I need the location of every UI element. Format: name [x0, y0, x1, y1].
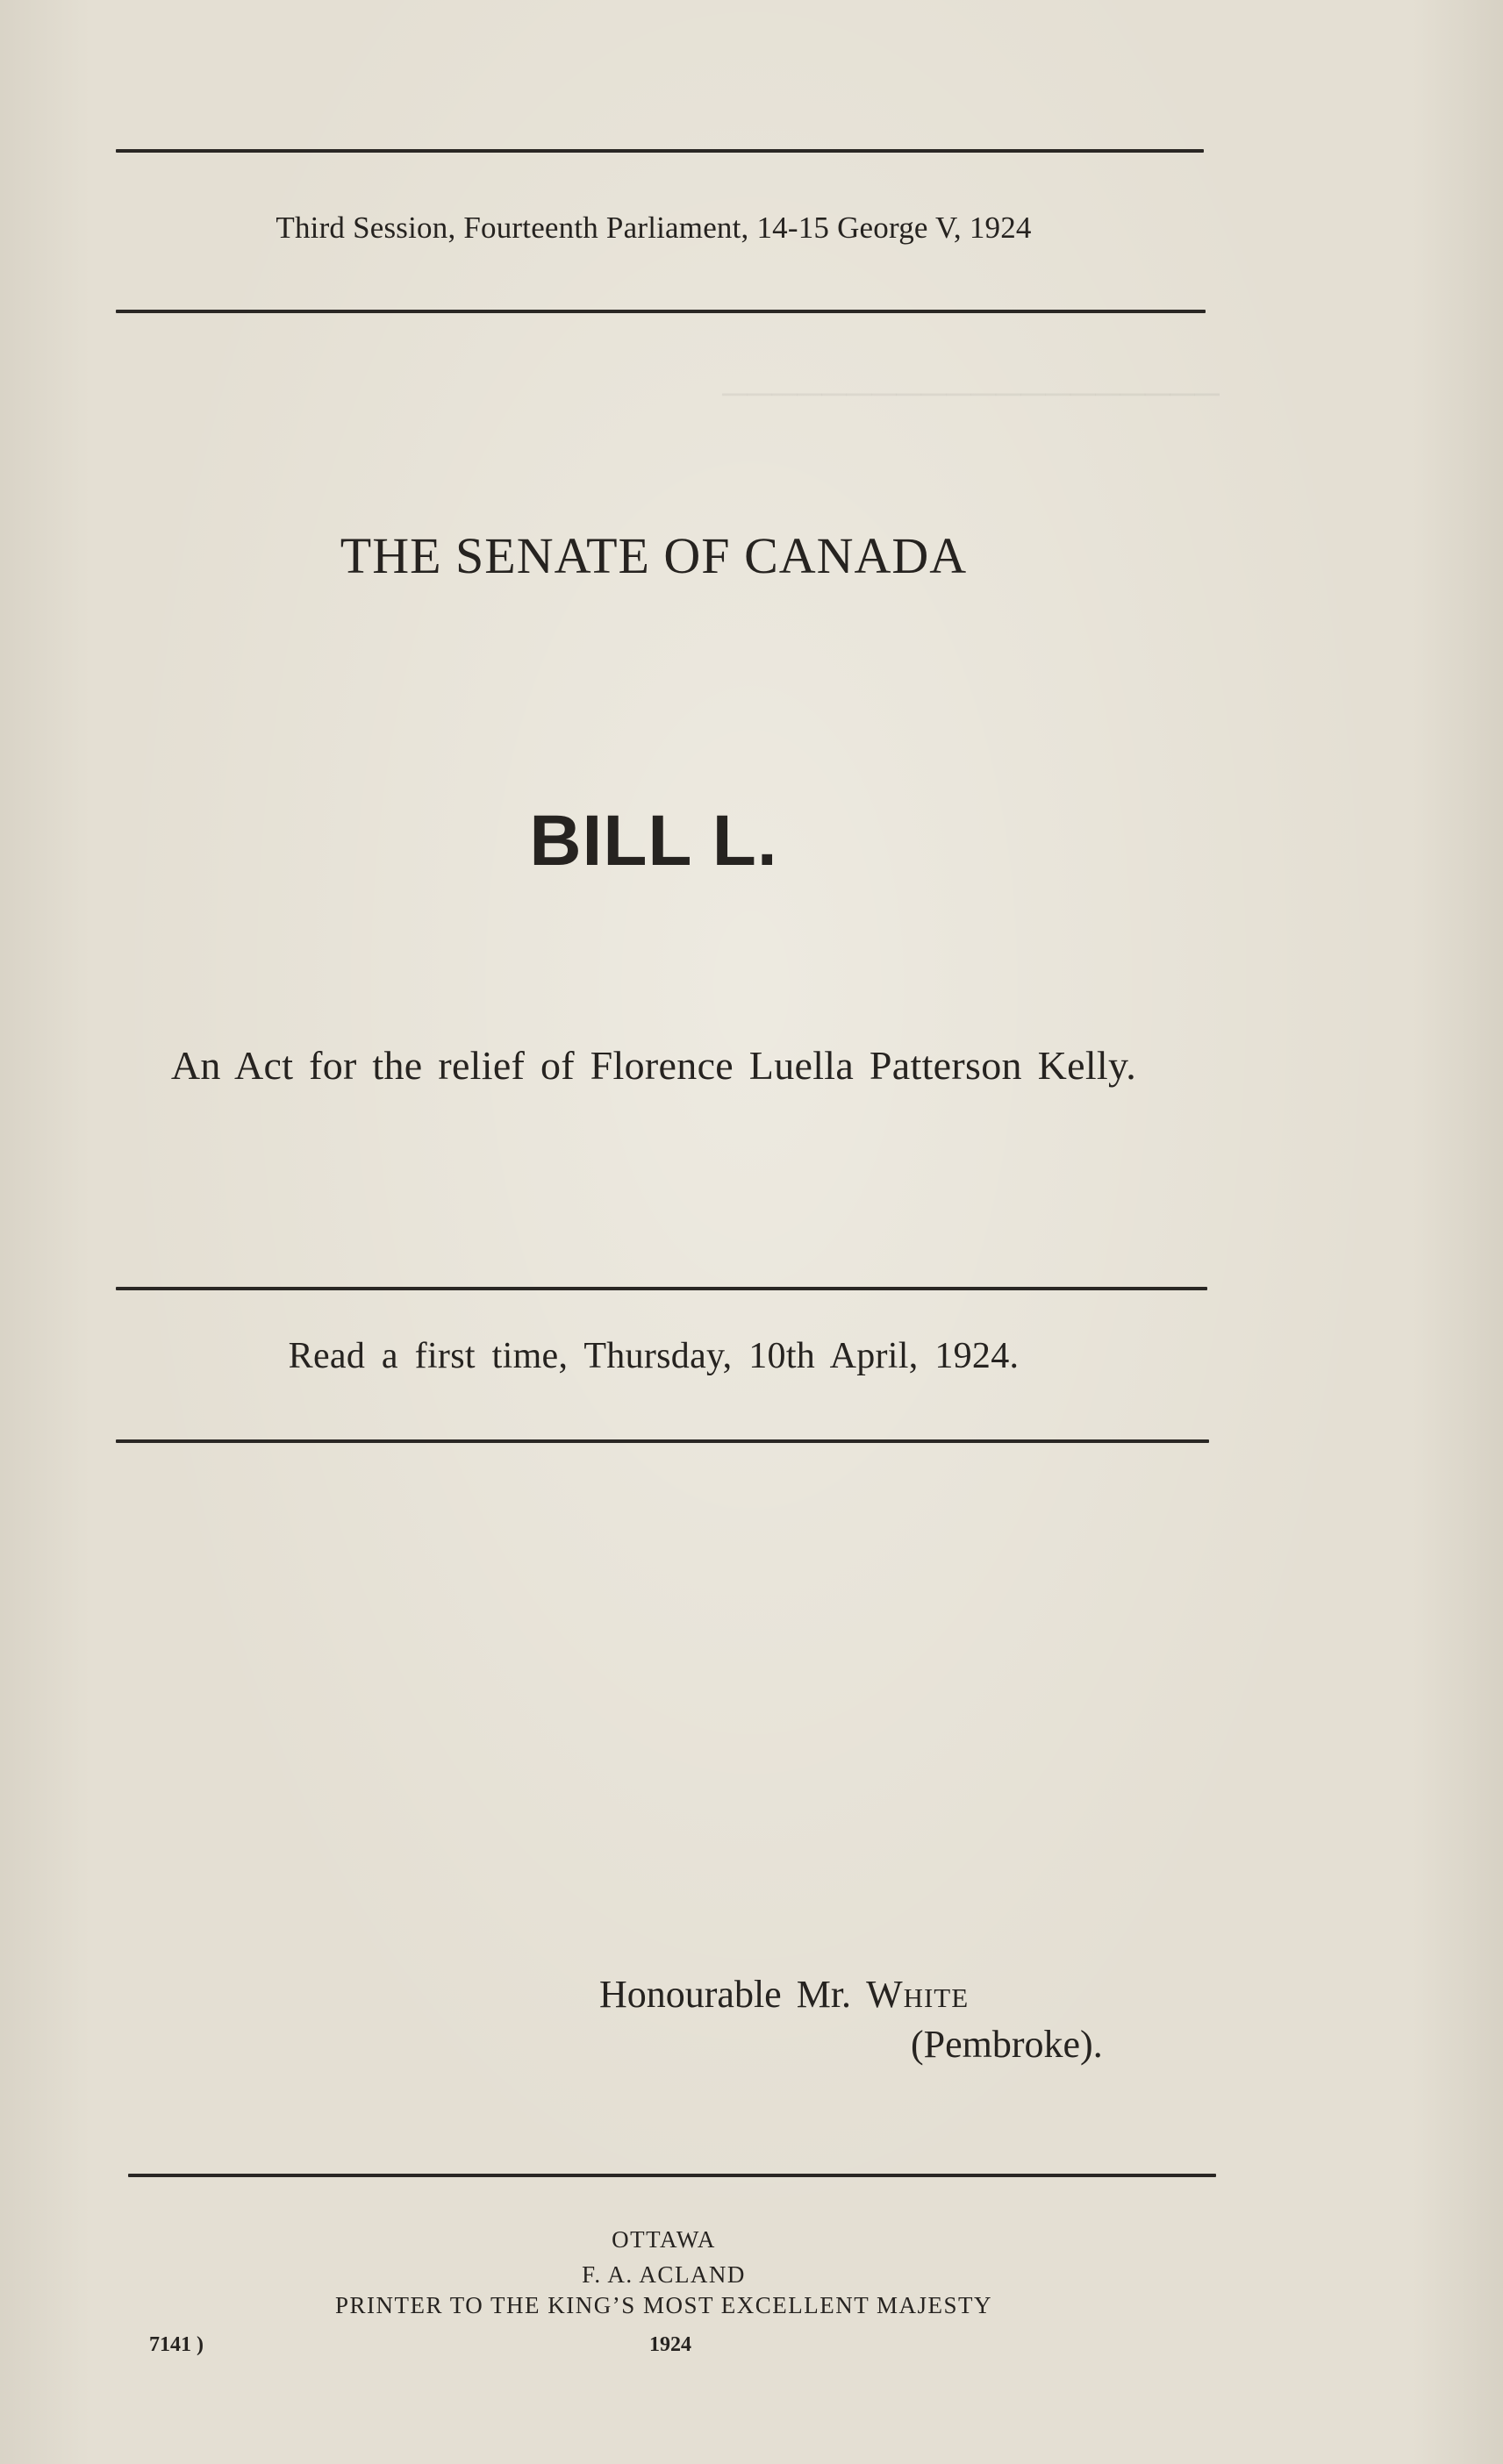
- show-through-texture: ────────────────────: [722, 374, 1220, 413]
- imprint-printer: F. A. ACLAND: [582, 2261, 746, 2288]
- bill-title: An Act for the relief of Florence Luella Patterson Kelly.: [170, 1043, 1137, 1088]
- reading-top-rule: [116, 1287, 1207, 1290]
- sponsor-line: [599, 1972, 969, 2017]
- session-line: Third Session, Fourteenth Parliament, 14-15 George V, 1924: [276, 211, 1032, 245]
- imprint-year: 1924: [649, 2333, 691, 2356]
- sponsor-surname: White: [866, 1973, 970, 2016]
- top-rule: [116, 149, 1204, 153]
- first-reading-line: Read a first time, Thursday, 10th April, 1924.: [288, 1336, 1020, 1376]
- imprint-rule: [128, 2174, 1216, 2177]
- sponsor-riding: (Pembroke).: [911, 2023, 1103, 2066]
- header-bottom-rule: [116, 310, 1206, 313]
- bill-number: BILL L.: [529, 801, 778, 881]
- chamber-heading: THE SENATE OF CANADA: [340, 527, 968, 584]
- print-code: 7141 ): [149, 2333, 204, 2356]
- reading-bottom-rule: [116, 1439, 1209, 1443]
- imprint-printer-title: PRINTER TO THE KING’S MOST EXCELLENT MAJESTY: [334, 2292, 993, 2318]
- sponsor-prefix: Honourable Mr.: [599, 1973, 852, 2016]
- imprint-city: OTTAWA: [612, 2226, 716, 2253]
